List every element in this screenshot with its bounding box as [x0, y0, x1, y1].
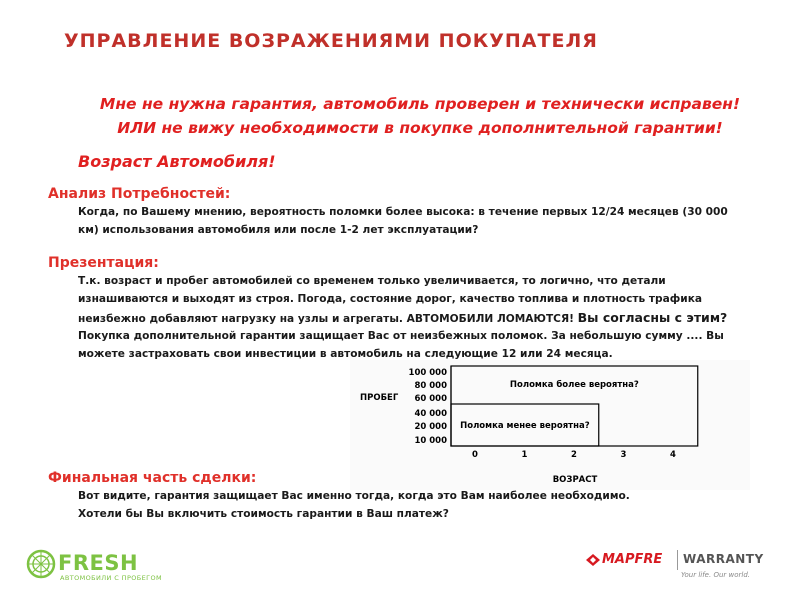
closing-line-2: Хотели бы Вы включить стоимость гарантии в Ваш платеж?: [78, 507, 449, 520]
y-tick-label: 40 000: [414, 409, 447, 419]
needs-heading: Анализ Потребностей:: [48, 186, 231, 202]
topic-heading: Возраст Автомобиля!: [78, 152, 276, 171]
presentation-heading: Презентация:: [48, 255, 159, 271]
objection-quote: [30, 92, 800, 140]
logo-divider: [677, 550, 678, 570]
needs-line-2: км) использования автомобиля или после 1-2 лет эксплуатации?: [78, 223, 479, 236]
mapfre-logo-text: MAPFRE: [602, 552, 663, 567]
fresh-logo-text: FRESH: [58, 551, 139, 575]
objection-line-2: ИЛИ не вижу необходимости в покупке дополнительной гарантии!: [117, 119, 723, 137]
presentation-question: Вы согласны с этим?: [577, 309, 728, 325]
region-less-likely-label: Поломка менее вероятна?: [460, 421, 590, 431]
chart-xlabel: ВОЗРАСТ: [552, 475, 598, 485]
y-tick-label: 60 000: [414, 394, 447, 404]
presentation-line-3a: неизбежно добавляют нагрузку на узлы и агрегаты. АВТОМОБИЛИ ЛОМАЮТСЯ!: [78, 312, 574, 325]
presentation-line-2: изнашиваются и выходят из строя. Погода, состояние дорог, качество топлива и плотность трафика: [78, 292, 703, 305]
y-tick-label: 20 000: [414, 422, 447, 432]
y-tick-label: 80 000: [414, 381, 447, 391]
fresh-logo-subtitle: АВТОМОБИЛИ С ПРОБЕГОМ: [60, 574, 163, 582]
y-tick-label: 10 000: [414, 436, 447, 446]
mapfre-logo-icon: [586, 554, 600, 566]
needs-text: [78, 204, 728, 240]
presentation-line-5: можете застраховать свои инвестиции в автомобиль на следующие 12 или 24 месяца.: [78, 348, 613, 361]
x-tick-label: 3: [620, 450, 627, 460]
presentation-text: [78, 273, 727, 364]
objection-line-1: Мне не нужна гарантия, автомобиль проверен и технически исправен!: [99, 95, 741, 113]
needs-line-1: Когда, по Вашему мнению, вероятность поломки более высока: в течение первых 12/24 месяцев (30 000: [78, 206, 728, 218]
closing-heading: Финальная часть сделки:: [48, 470, 257, 486]
presentation-line-3: [78, 309, 727, 329]
presentation-line-1: Т.к. возраст и пробег автомобилей со временем только увеличивается, то логично, что детали: [78, 275, 666, 287]
x-tick-label: 1: [521, 450, 528, 460]
page-title: УПРАВЛЕНИЕ ВОЗРАЖЕНИЯМИ ПОКУПАТЕЛЯ: [64, 30, 598, 52]
closing-line-1: Вот видите, гарантия защищает Вас именно тогда, когда это Вам наиболее необходимо.: [78, 490, 630, 502]
mileage-age-diagram: [350, 360, 750, 490]
mapfre-tagline: Your life. Our world.: [681, 571, 750, 579]
x-tick-label: 2: [571, 450, 577, 460]
warranty-text: WARRANTY: [683, 552, 764, 566]
y-tick-label: 100 000: [408, 368, 447, 378]
fresh-logo-icon: [26, 549, 56, 579]
chart-ylabel: ПРОБЕГ: [360, 393, 399, 403]
x-tick-label: 0: [472, 450, 478, 460]
presentation-line-4: Покупка дополнительной гарантии защищает Вас от неизбежных поломок. За небольшую сумму .... Вы: [78, 330, 724, 343]
closing-text: [78, 488, 630, 524]
x-tick-label: 4: [670, 450, 676, 460]
region-more-likely-label: Поломка более вероятна?: [509, 380, 639, 390]
